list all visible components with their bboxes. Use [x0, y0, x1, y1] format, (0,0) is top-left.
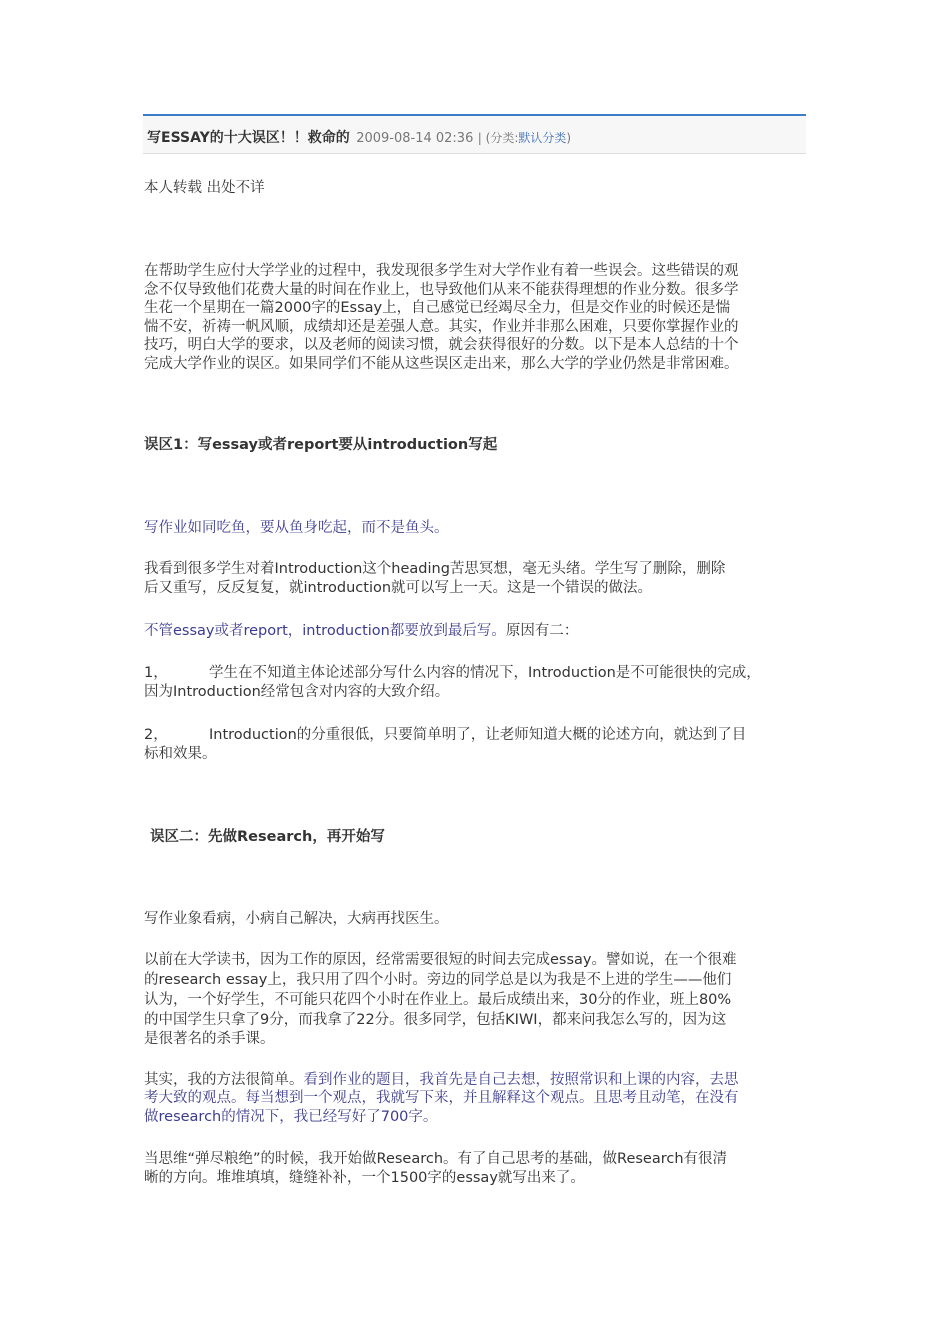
- post-title-bar: [143, 114, 806, 154]
- section1-analogy: 写作业如同吃鱼，要从鱼身吃起，而不是鱼头。: [144, 520, 449, 536]
- section1-rule-tail: 原因有二：: [505, 623, 579, 639]
- post-title-line: [147, 127, 571, 147]
- intro-line: 生花一个星期在一篇2000字的Essay上，自己感觉已经竭尽全力，但是交作业的时候还是惴: [144, 300, 731, 316]
- source-note: 本人转载 出处不详: [144, 180, 265, 196]
- reason-2-line: [144, 726, 810, 745]
- intro-line: 技巧，明白大学的要求，以及老师的阅读习惯，就会获得很好的分数。以下是本人总结的十个: [144, 337, 739, 353]
- section2-line: 的research essay上，我只用了四个小时。旁边的同学总是以为我是不上进的学生——他们: [144, 972, 732, 988]
- post-title: 写ESSAY的十大误区！！救命的: [147, 130, 350, 146]
- section2-analogy: 写作业象看病，小病自己解决，大病再找医生。: [144, 911, 449, 927]
- reason-2-text: Introduction的分重很低，只要简单明了，让老师知道大概的论述方向，就达到了目: [209, 727, 747, 743]
- reason-2-line: 标和效果。: [144, 746, 217, 762]
- section1-rule-highlight: 不管essay或者report，introduction都要放到最后写。: [144, 623, 506, 639]
- intro-line: 惴不安，祈祷一帆风顺，成绩却还是差强人意。其实，作业并非那么困难，只要你掌握作业的: [144, 319, 739, 335]
- reason-1-line: [144, 664, 810, 683]
- category-suffix: ): [566, 131, 572, 145]
- category-prefix: | (分类:: [477, 131, 519, 145]
- reason-2-number: 2，: [144, 727, 168, 743]
- section1-line: 后又重写，反反复复，就introduction就可以写上一天。这是一个错误的做法。: [144, 580, 653, 596]
- method-highlight: 看到作业的题目，我首先是自己去想，按照常识和上课的内容，去思: [303, 1072, 739, 1088]
- section2-heading: 误区二：先做Research，再开始写: [150, 829, 385, 845]
- section2-line: 是很著名的杀手课。: [144, 1031, 275, 1047]
- category-link[interactable]: 默认分类: [518, 131, 567, 145]
- section1-line: 我看到很多学生对着Introduction这个heading苦思冥想，毫无头绪。学生写了删除，删除: [144, 561, 726, 577]
- method-line: 做research的情况下，我已经写好了700字。: [144, 1109, 438, 1125]
- intro-line: 在帮助学生应付大学学业的过程中，我发现很多学生对大学作业有着一些误会。这些错误的观: [144, 263, 739, 279]
- section2-line: 的中国学生只拿了9分，而我拿了22分。很多同学，包括KIWI，都来问我怎么写的，因为这: [144, 1012, 727, 1028]
- closing-line: 当思维“弹尽粮绝”的时候，我开始做Research。有了自己思考的基础，做Research有很清: [144, 1151, 728, 1167]
- section1-rule: [144, 622, 810, 641]
- method-line: 考大致的观点。每当想到一个观点，我就写下来，并且解释这个观点。且思考且动笔，在没有: [144, 1090, 739, 1106]
- post-timestamp: 2009-08-14 02:36: [356, 131, 474, 146]
- reason-1-number: 1，: [144, 665, 168, 681]
- intro-line: 完成大学作业的误区。如果同学们不能从这些误区走出来，那么大学的学业仍然是非常困难。: [144, 356, 739, 372]
- section2-line: 以前在大学读书，因为工作的原因，经常需要很短的时间去完成essay。譬如说，在一个很难: [144, 952, 737, 968]
- closing-line: 晰的方向。堆堆填填，缝缝补补，一个1500字的essay就写出来了。: [144, 1170, 585, 1186]
- reason-1-line: 因为Introduction经常包含对内容的大致介绍。: [144, 684, 450, 700]
- section1-heading: 误区1：写essay或者report要从introduction写起: [144, 437, 498, 453]
- intro-line: 念不仅导致他们花费大量的时间在作业上，也导致他们从来不能获得理想的作业分数。很多学: [144, 282, 739, 298]
- method-intro: 其实，我的方法很简单。: [144, 1072, 304, 1088]
- section2-line: 认为，一个好学生，不可能只花四个小时在作业上。最后成绩出来，30分的作业，班上80%: [144, 992, 732, 1008]
- method-line: [144, 1071, 810, 1090]
- reason-1-text: 学生在不知道主体论述部分写什么内容的情况下，Introduction是不可能很快的完成，: [209, 665, 761, 681]
